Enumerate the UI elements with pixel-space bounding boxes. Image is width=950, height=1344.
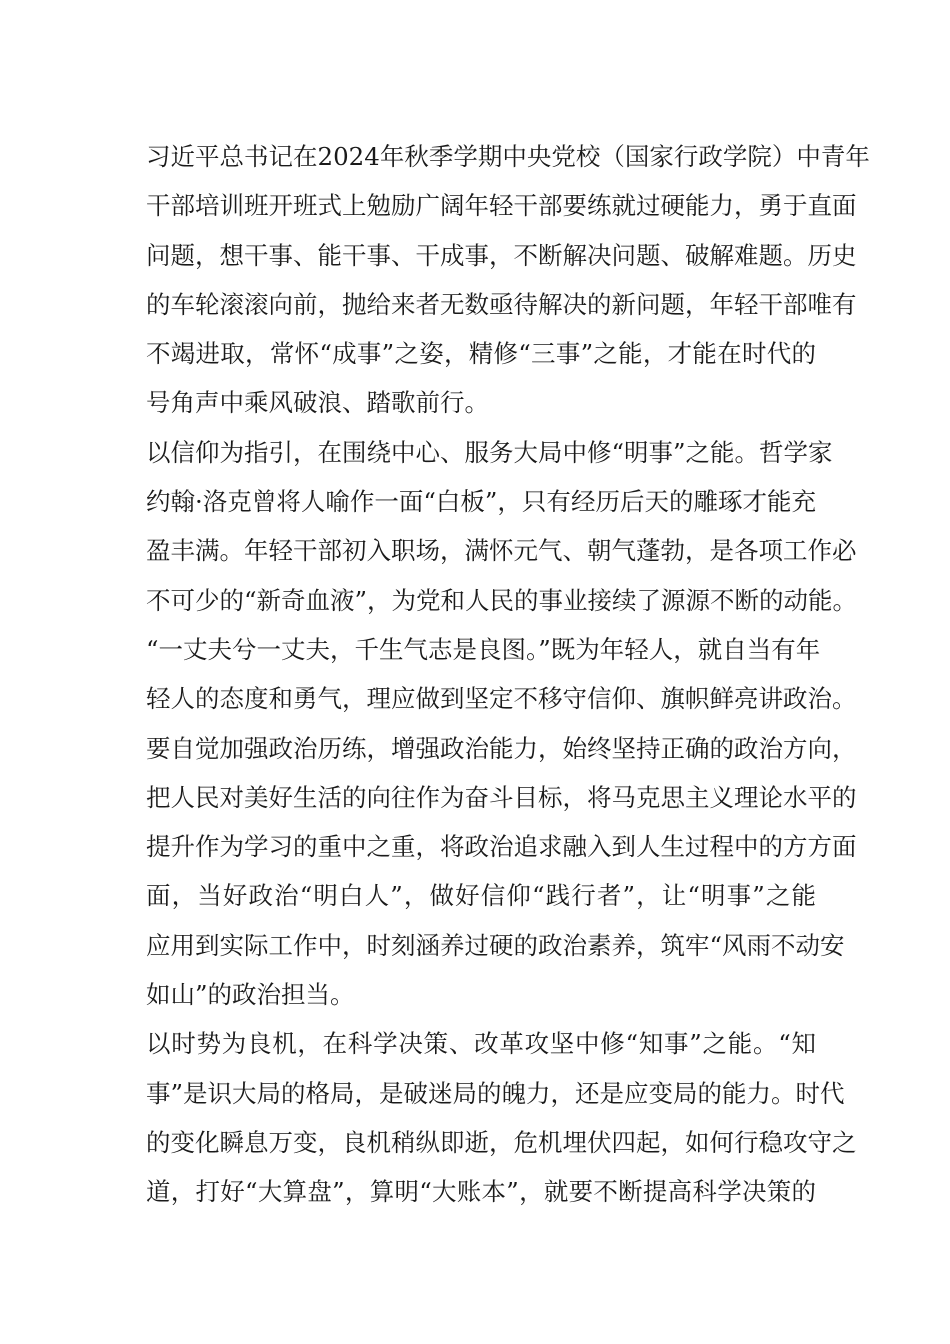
paragraph-line: 要自觉加强政治历练，增强政治能力，始终坚持正确的政治方向，	[146, 733, 857, 763]
paragraph-line: 如山”的政治担当。	[146, 980, 355, 1010]
paragraph-line: 的车轮滚滚向前，抛给来者无数亟待解决的新问题，年轻干部唯有	[146, 289, 857, 319]
paragraph-line: “一丈夫兮一丈夫，千生气志是良图。”既为年轻人，就自当有年	[146, 634, 821, 664]
paragraph-line: 干部培训班开班式上勉励广阔年轻干部要练就过硬能力，勇于直面	[146, 191, 857, 221]
paragraph-line: 号角声中乘风破浪、踏歌前行。	[146, 388, 489, 418]
paragraph-line: 以时势为良机，在科学决策、改革攻坚中修“知事”之能。“知	[146, 1029, 816, 1059]
paragraph-line: 轻人的态度和勇气，理应做到坚定不移守信仰、旗帜鲜亮讲政治。	[146, 684, 857, 714]
paragraph-line: 事”是识大局的格局，是破迷局的魄力，还是应变局的能力。时代	[146, 1078, 845, 1108]
paragraph-line: 把人民对美好生活的向往作为奋斗目标，将马克思主义理论水平的	[146, 782, 857, 812]
paragraph-line: 面，当好政治“明白人”，做好信仰“践行者”，让“明事”之能	[146, 881, 816, 911]
paragraph-line: 不竭进取，常怀“成事”之姿，精修“三事”之能，才能在时代的	[146, 339, 816, 369]
paragraph-line: 不可少的“新奇血液”，为党和人民的事业接续了源源不断的动能。	[146, 585, 858, 615]
paragraph-line: 问题，想干事、能干事、干成事，不断解决问题、破解难题。历史	[146, 240, 857, 270]
paragraph-line: 约翰·洛克曾将人喻作一面“白板”，只有经历后天的雕琢才能充	[146, 487, 816, 517]
document-body	[146, 132, 870, 1217]
paragraph-line: 盈丰满。年轻干部初入职场，满怀元气、朝气蓬勃，是各项工作必	[146, 536, 857, 566]
paragraph-line: 以信仰为指引，在围绕中心、服务大局中修“明事”之能。哲学家	[146, 437, 833, 467]
paragraph-line: 应用到实际工作中，时刻涵养过硬的政治素养，筑牢“风雨不动安	[146, 930, 845, 960]
paragraph-2	[146, 428, 858, 1020]
paragraph-1	[146, 132, 870, 428]
paragraph-line: 提升作为学习的重中之重，将政治追求融入到人生过程中的方方面	[146, 832, 857, 862]
paragraph-line: 习近平总书记在2024年秋季学期中央党校（国家行政学院）中青年	[146, 142, 870, 171]
paragraph-line: 道，打好“大算盘”，算明“大账本”，就要不断提高科学决策的	[146, 1177, 816, 1207]
paragraph-line: 的变化瞬息万变，良机稍纵即逝，危机埋伏四起，如何行稳攻守之	[146, 1127, 857, 1157]
paragraph-3	[146, 1019, 857, 1216]
